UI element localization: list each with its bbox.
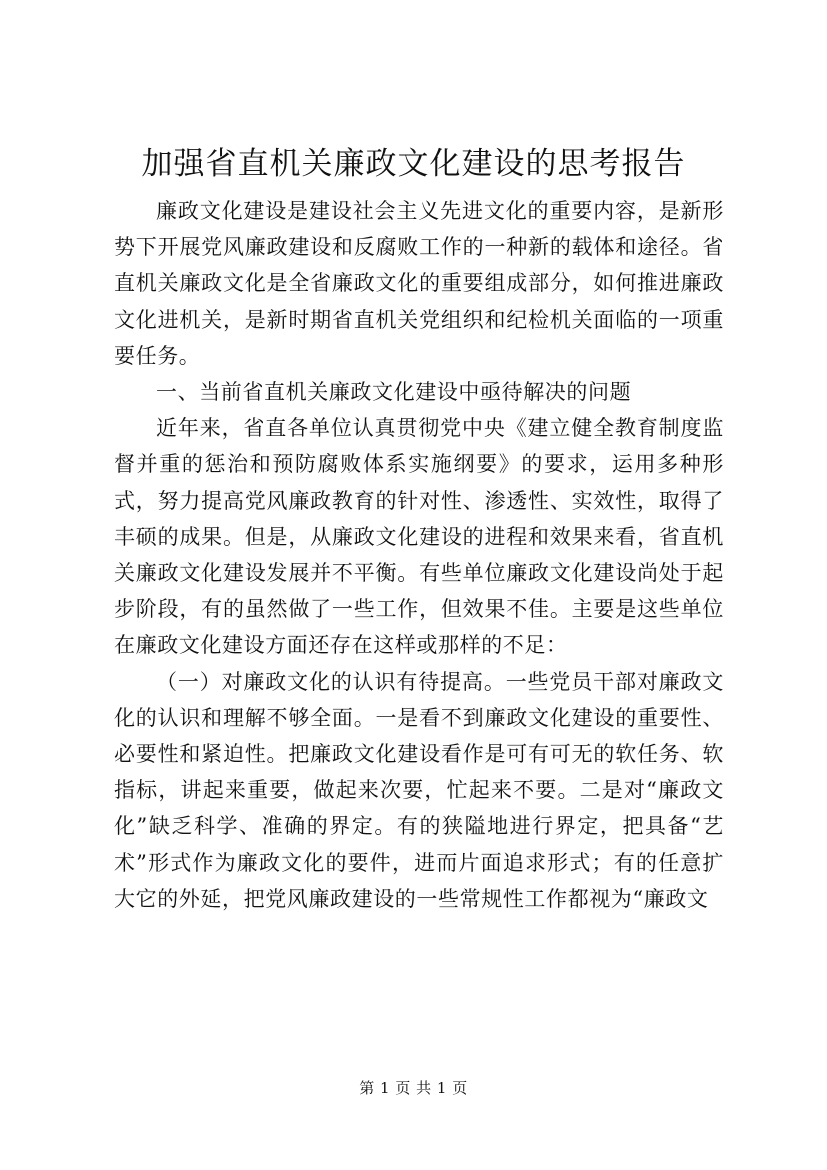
- section-heading-1: 一、当前省直机关廉政文化建设中亟待解决的问题: [156, 380, 632, 405]
- document-title: 加强省直机关廉政文化建设的思考报告: [141, 146, 686, 182]
- paragraph-subsection-1: （一）对廉政文化的认识有待提高。一些党员干部对廉政文化的认识和理解不够全面。一是看不到廉政文化建设的重要性、必要性和紧迫性。把廉政文化建设看作是可有可无的软任务、软指标，讲起来重要，做起来次要，忙起来不要。二是对“廉政文化”缺乏科学、准确的界定。有的狭隘地进行界定，把具备“艺术”形式作为廉政文化的要件，进而片面追求形式；有的任意扩大它的外延，把党风廉政建设的一些常规性工作都视为“廉政文: [114, 669, 724, 911]
- paragraph-recent-years: 近年来，省直各单位认真贯彻党中央《建立健全教育制度监督并重的惩治和预防腐败体系实施纲要》的要求，运用多种形式，努力提高党风廉政教育的针对性、渗透性、实效性，取得了丰硕的成果。但是，从廉政文化建设的进程和效果来看，省直机关廉政文化建设发展并不平衡。有些单位廉政文化建设尚处于起步阶段，有的虽然做了一些工作，但效果不佳。主要是这些单位在廉政文化建设方面还存在这样或那样的不足：: [114, 416, 724, 658]
- paragraph-intro: 廉政文化建设是建设社会主义先进文化的重要内容，是新形势下开展党风廉政建设和反腐败工作的一种新的载体和途径。省直机关廉政文化是全省廉政文化的重要组成部分，如何推进廉政文化进机关，是新时期省直机关党组织和纪检机关面临的一项重要任务。: [114, 199, 724, 368]
- page-footer: 第 1 页 共 1 页: [359, 1079, 468, 1097]
- document-body: [114, 193, 724, 917]
